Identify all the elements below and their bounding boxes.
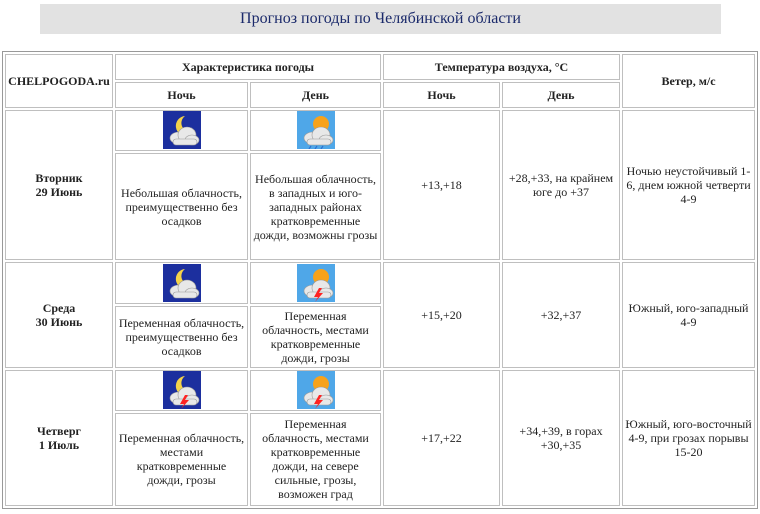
header-weather-day: День [250, 82, 381, 108]
forecast-table [2, 51, 758, 509]
night-icon-cell [115, 262, 248, 303]
header-temperature: Температура воздуха, °С [383, 54, 620, 80]
day-date: 30 Июнь [35, 315, 83, 329]
night-description: Переменная облачность, местами кратковременные дожди, грозы [115, 413, 248, 506]
page-title: Прогноз погоды по Челябинской области [240, 10, 521, 27]
page-title-bar [40, 4, 721, 34]
day-icon-cell [250, 110, 381, 151]
temp-night: +17,+22 [383, 370, 500, 506]
day-icon-cell [250, 262, 381, 303]
wind: Ночью неустойчивый 1-6, днем южной четверти 4-9 [622, 110, 755, 261]
sun-cloud-rain-icon [297, 111, 335, 149]
day-description: Переменная облачность, местами кратковременные дожди, грозы [250, 306, 381, 368]
wind: Южный, юго-западный 4-9 [622, 262, 755, 367]
night-thunderstorm-icon [163, 371, 201, 409]
day-name: Четверг [37, 423, 81, 438]
header-weather-char: Характеристика погоды [115, 54, 381, 80]
day-description: Небольшая облачность, в западных и юго-западных районах кратковременные дожди, возможны грозы [250, 153, 381, 260]
day-name: Среда [42, 301, 76, 315]
temp-day: +34,+39, в горах +30,+35 [502, 370, 620, 506]
day-label [5, 370, 113, 506]
header-weather-night: Ночь [115, 82, 248, 108]
sun-cloud-thunderstorm-icon [297, 371, 335, 409]
header-temp-night: Ночь [383, 82, 500, 108]
night-icon-cell [115, 370, 248, 411]
night-icon-cell [115, 110, 248, 151]
temp-night: +15,+20 [383, 262, 500, 367]
brand-logo: CHELPOGODA.ru [5, 54, 113, 108]
moon-cloud-icon [163, 264, 201, 302]
header-temp-day: День [502, 82, 620, 108]
night-description: Небольшая облачность, преимущественно без осадков [115, 153, 248, 260]
day-description: Переменная облачность, местами кратковременные дожди, на севере сильные, грозы, возможен град [250, 413, 381, 506]
temp-night: +13,+18 [383, 110, 500, 261]
temp-day: +28,+33, на крайнем юге до +37 [502, 110, 620, 261]
temp-day: +32,+37 [502, 262, 620, 367]
day-icon-cell [250, 370, 381, 411]
day-name: Вторник [35, 170, 83, 185]
day-label [5, 262, 113, 367]
wind: Южный, юго-восточный 4-9, при грозах порывы 15-20 [622, 370, 755, 506]
day-date: 29 Июнь [35, 184, 83, 199]
moon-cloud-icon [163, 111, 201, 149]
day-date: 1 Июль [38, 437, 80, 452]
night-description: Переменная облачность, преимущественно без осадков [115, 306, 248, 368]
header-wind: Ветер, м/с [622, 54, 755, 108]
sun-cloud-thunderstorm-icon [297, 264, 335, 302]
day-label [5, 110, 113, 261]
